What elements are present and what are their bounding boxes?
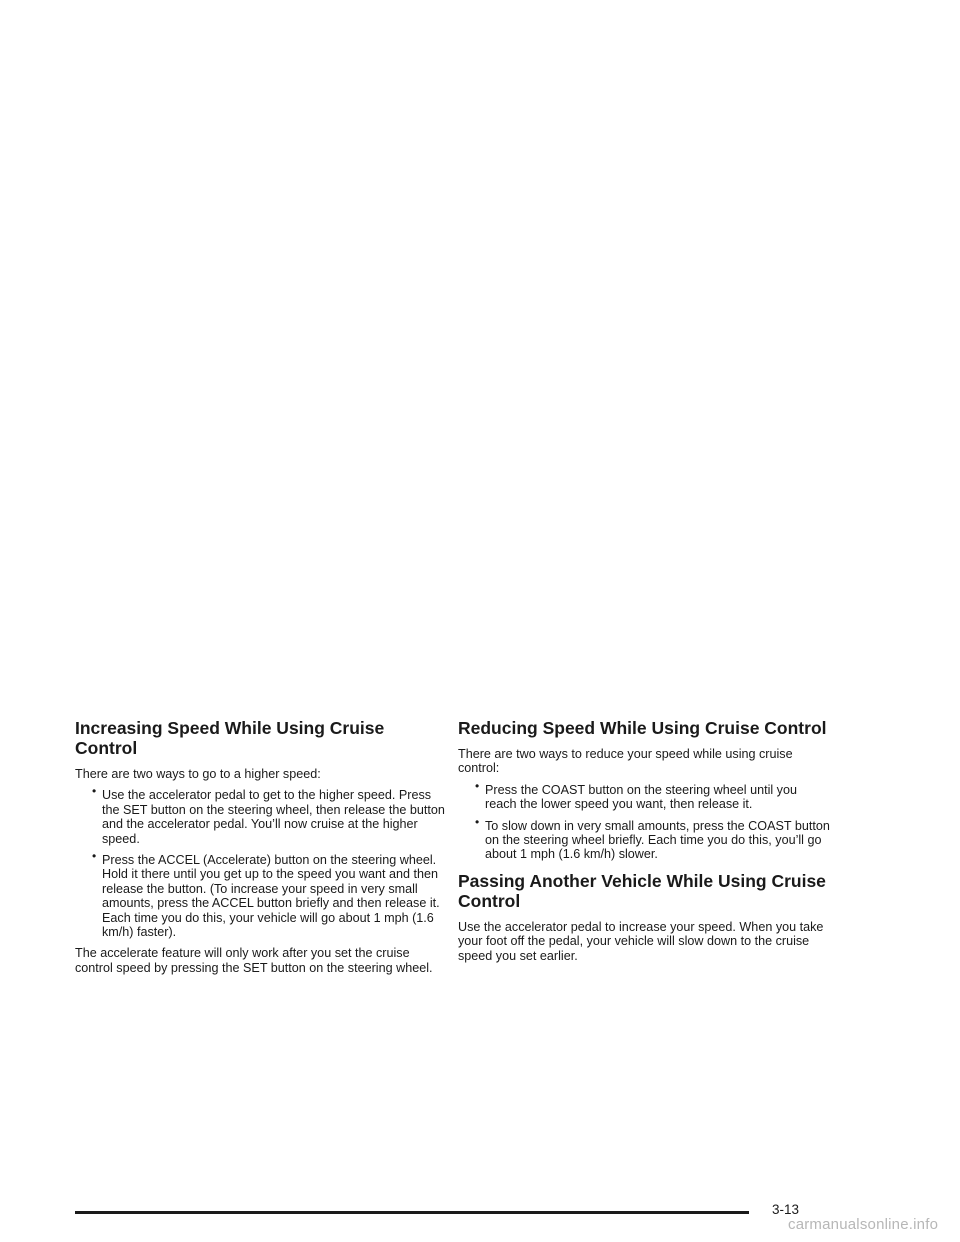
reducing-speed-intro: There are two ways to reduce your speed while using cruise control: [458,747,793,776]
list-item: • Press the COAST button on the steering wheel until you reach the lower speed you want, then release it. [475,778,797,812]
increasing-speed-list [75,784,447,940]
right-column [458,718,830,970]
reducing-speed-heading: Reducing Speed While Using Cruise Control [458,718,827,738]
bullet-icon: • [92,849,97,864]
bullet-icon: • [475,778,480,793]
passing-vehicle-heading: Passing Another Vehicle While Using Cruise Control [458,870,826,911]
increasing-speed-heading: Increasing Speed While Using Cruise Control [75,718,385,758]
reducing-speed-list [458,778,830,862]
list-item: • To slow down in very small amounts, press the COAST button on the steering wheel briefly. Each time you do this, you’ll go about 1 mph (1.6 km/h) slower. [475,814,830,862]
page-number: 3-13 [772,1202,800,1217]
increasing-speed-intro: There are two ways to go to a higher speed: [75,767,321,781]
watermark: carmanualsonline.info [788,1216,939,1233]
footer-rule [75,1211,749,1214]
passing-vehicle-body: Use the accelerator pedal to increase your speed. When you take your foot off the pedal, your vehicle will slow down to the cruise speed you set earlier. [458,919,824,963]
list-item: • Use the accelerator pedal to get to the higher speed. Press the SET button on the steering wheel, then release the button and the accelerator pedal. You’ll now cruise at the higher speed. [92,784,445,846]
bullet-icon: • [92,784,97,799]
list-item: • Press the ACCEL (Accelerate) button on the steering wheel. Hold it there until you get up to the speed you want and then release the button. (To increase your speed in very small amounts, press the ACCEL button briefly and then release it. Each time you do this, your vehicle will go about 1 mph (1.6 km/h) faster). [92,849,440,940]
bullet-icon: • [475,814,480,829]
left-column [75,718,447,982]
increasing-speed-closing: The accelerate feature will only work after you set the cruise control speed by pressing the SET button on the steering wheel. [75,946,433,975]
